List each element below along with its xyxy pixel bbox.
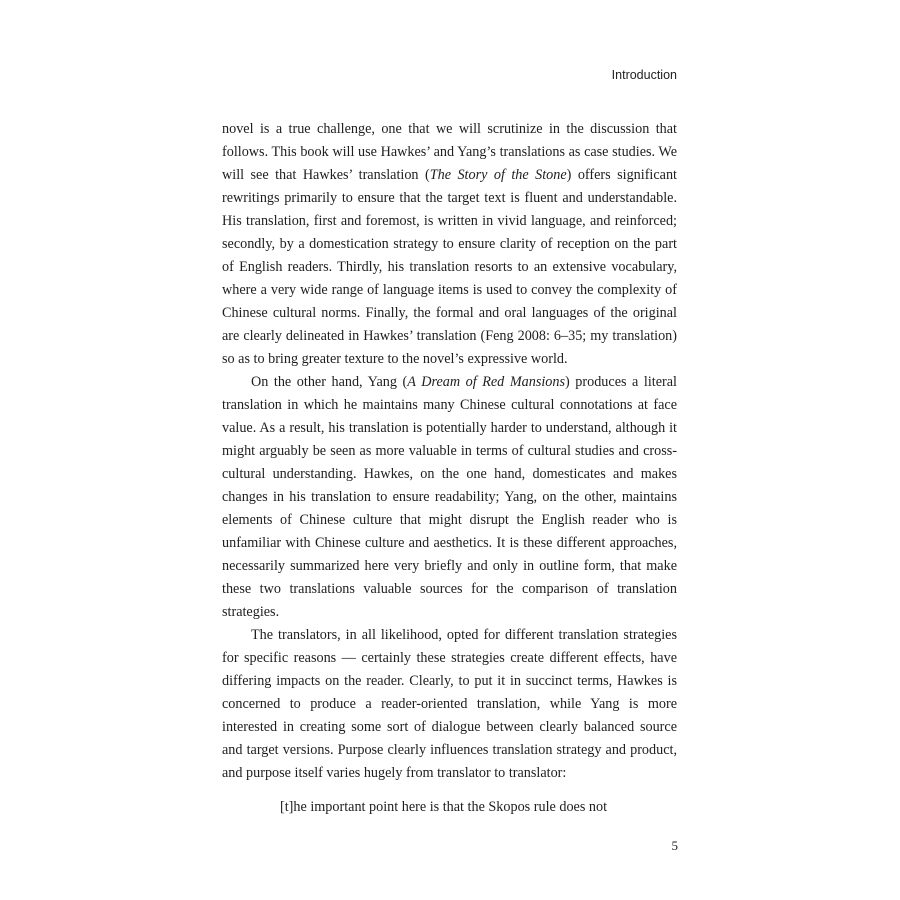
text-segment: ) produces a literal translation in which he maintains many Chinese cultural connotations at face value. As a result, his translation is potentially harder to understand, although it might arguably be seen as more valuable in terms of cultural studies and cross-cultural understanding. Hawkes, on the one hand, domesticates and makes changes in his translation to ensure readability; Yang, on the other, maintains elements of Chinese culture that might disrupt the English reader who is unfamiliar with Chinese culture and aesthetics. It is these different approaches, necessarily summarized here very briefly and only in outline form, that make these two translations valuable sources for the comparison of translation strategies. [222, 374, 677, 620]
paragraph-2 [222, 371, 677, 624]
running-head: Introduction [611, 68, 677, 82]
book-title: A Dream of Red Mansions [407, 374, 566, 390]
paragraph-3 [222, 624, 677, 785]
book-title: The Story of the Stone [429, 167, 567, 183]
paragraph-1 [222, 118, 677, 371]
block-quote: [t]he important point here is that the Skopos rule does not [280, 799, 608, 815]
text-segment: The translators, in all likelihood, opted for different translation strategies for specific reasons — certainly these strategies create different effects, have differing impacts on the reader. Clearly, to put it in succinct terms, Hawkes is concerned to produce a reader-oriented translation, while Yang is more interested in creating some sort of dialogue between clearly balanced source and target versions. Purpose clearly influences translation strategy and product, and purpose itself varies hugely from translator to translator: [222, 627, 677, 781]
text-segment: On the other hand, Yang ( [251, 374, 408, 390]
page-number: 5 [671, 838, 678, 853]
text-segment: ) offers significant rewritings primarily to ensure that the target text is fluent and understandable. His translation, first and foremost, is written in vivid language, and reinforced; secondly, by a domestication strategy to ensure clarity of reception on the part of English readers. Thirdly, his translation resorts to an extensive vocabulary, where a very wide range of language items is used to convey the complexity of Chinese cultural norms. Finally, the formal and oral languages of the original are clearly delineated in Hawkes’ translation (Feng 2008: 6–35; my translation) so as to bring greater texture to the novel’s expressive world. [222, 167, 678, 367]
text-segment: novel is a true challenge, one that we will scrutinize in the discussion that follows. This book will use Hawkes’ and Yang’s translations as case studies. We will see that Hawkes’ translation ( [222, 121, 677, 183]
body-text [222, 118, 677, 785]
